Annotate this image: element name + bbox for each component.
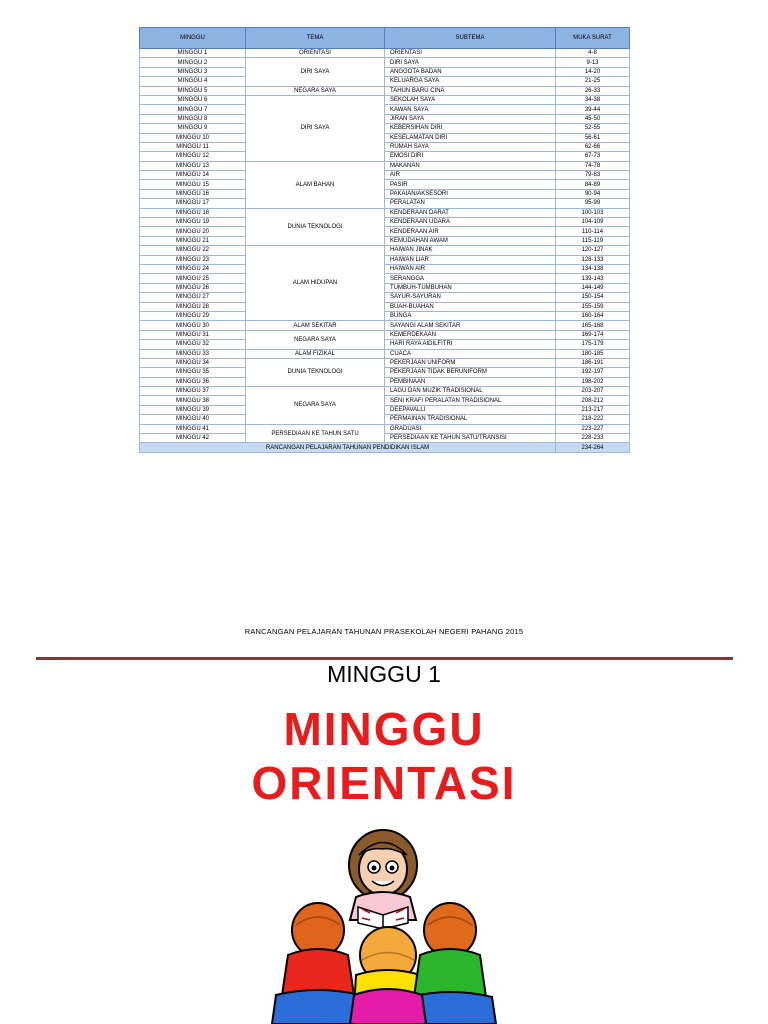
cell-subtema: PEKERJAAN TIDAK BERUNIFORM <box>385 368 556 377</box>
cell-muka-surat: 139-143 <box>556 274 630 283</box>
cell-muka-surat: 160-164 <box>556 311 630 320</box>
table-row <box>140 67 630 76</box>
cell-muka-surat: 100-103 <box>556 208 630 217</box>
cell-minggu: MINGGU 29 <box>140 311 246 320</box>
cell-minggu: MINGGU 28 <box>140 302 246 311</box>
cell-muka-surat: 56-61 <box>556 133 630 142</box>
table-row <box>140 124 630 133</box>
cell-subtema: SENI KRAF/ PERALATAN TRADISIONAL <box>385 396 556 405</box>
cell-minggu: MINGGU 17 <box>140 199 246 208</box>
cell-minggu: MINGGU 1 <box>140 49 246 58</box>
cell-minggu: MINGGU 19 <box>140 218 246 227</box>
table-row <box>140 77 630 86</box>
cell-muka-surat: 208-212 <box>556 396 630 405</box>
cell-muka-surat: 21-25 <box>556 77 630 86</box>
cell-subtema: DIRI SAYA <box>385 58 556 67</box>
table-row <box>140 293 630 302</box>
cell-muka-surat: 198-202 <box>556 377 630 386</box>
table-row <box>140 189 630 198</box>
cell-subtema: PEKERJAAN UNIFORM <box>385 358 556 367</box>
table-row <box>140 434 630 443</box>
cell-muka-surat: 134-138 <box>556 264 630 273</box>
cell-minggu: MINGGU 42 <box>140 434 246 443</box>
cell-minggu: MINGGU 14 <box>140 171 246 180</box>
table-row <box>140 311 630 320</box>
cell-minggu: MINGGU 31 <box>140 330 246 339</box>
child-magenta-shirt <box>350 989 426 1024</box>
table-row <box>140 227 630 236</box>
table-row <box>140 208 630 217</box>
table-row <box>140 405 630 414</box>
cell-muka-surat: 192-197 <box>556 368 630 377</box>
cell-muka-surat: 115-119 <box>556 236 630 245</box>
table-row <box>140 114 630 123</box>
cell-muka-surat: 228-233 <box>556 434 630 443</box>
table-row <box>140 321 630 330</box>
cell-subtema: KENDERAAN UDARA <box>385 218 556 227</box>
cell-subtema: TUMBUH-TUMBUHAN <box>385 283 556 292</box>
cell-muka-surat: 62-66 <box>556 142 630 151</box>
cell-minggu: MINGGU 13 <box>140 161 246 170</box>
cell-subtema: PASIR <box>385 180 556 189</box>
big-title <box>0 702 768 810</box>
cell-minggu: MINGGU 35 <box>140 368 246 377</box>
cell-minggu: MINGGU 36 <box>140 377 246 386</box>
table-row <box>140 218 630 227</box>
table-row <box>140 236 630 245</box>
cell-minggu: MINGGU 30 <box>140 321 246 330</box>
cell-tema: NEGARA SAYA <box>246 330 385 349</box>
cell-subtema: MAKANAN <box>385 161 556 170</box>
table-row <box>140 424 630 433</box>
table-row <box>140 264 630 273</box>
cell-subtema: DEEPAVALLI <box>385 405 556 414</box>
cell-subtema: KESELAMATAN DIRI <box>385 133 556 142</box>
cell-subtema: TAHUN BARU CINA <box>385 86 556 95</box>
table-row <box>140 387 630 396</box>
cell-minggu: MINGGU 7 <box>140 105 246 114</box>
cell-muka-surat: 84-89 <box>556 180 630 189</box>
header-minggu: MINGGU <box>140 28 246 49</box>
cell-muka-surat: 104-109 <box>556 218 630 227</box>
cell-muka-surat: 128-133 <box>556 255 630 264</box>
cell-minggu: MINGGU 27 <box>140 293 246 302</box>
cell-tema: ALAM SEKITAR <box>246 321 385 330</box>
cell-subtema: CUACA <box>385 349 556 358</box>
table-row <box>140 49 630 58</box>
cell-subtema: BUAH-BUAHAN <box>385 302 556 311</box>
cell-subtema: KELUARGA SAYA <box>385 77 556 86</box>
table-row <box>140 283 630 292</box>
cell-subtema: BUNGA <box>385 311 556 320</box>
cell-subtema: PERALATAN <box>385 199 556 208</box>
table-body <box>140 49 630 453</box>
cell-tema: ALAM FIZIKAL <box>246 349 385 358</box>
cell-muka-surat: 175-179 <box>556 340 630 349</box>
table-row <box>140 105 630 114</box>
table-footer-row <box>140 443 630 453</box>
cell-subtema: ORIENTASI <box>385 49 556 58</box>
cell-tema: ALAM HIDUPAN <box>246 246 385 321</box>
table-row <box>140 180 630 189</box>
table-row <box>140 396 630 405</box>
cell-muka-surat: 169-174 <box>556 330 630 339</box>
cell-subtema: KEBERSIHAN DIRI <box>385 124 556 133</box>
cell-subtema: PEMBINAAN <box>385 377 556 386</box>
weekly-plan-table <box>139 27 630 453</box>
cell-muka-surat: 110-114 <box>556 227 630 236</box>
big-title-line-2: ORIENTASI <box>251 757 517 809</box>
cell-subtema: PERSEDIAAN KE TAHUN SATU/TRANSISI <box>385 434 556 443</box>
table-row <box>140 133 630 142</box>
cell-muka-surat: 67-73 <box>556 152 630 161</box>
cell-muka-surat: 90-94 <box>556 189 630 198</box>
cell-minggu: MINGGU 21 <box>140 236 246 245</box>
cell-minggu: MINGGU 8 <box>140 114 246 123</box>
cell-subtema: JIRAN SAYA <box>385 114 556 123</box>
cell-subtema: HAIWAN AIR <box>385 264 556 273</box>
table-row <box>140 152 630 161</box>
cell-muka-surat: 14-20 <box>556 67 630 76</box>
cell-minggu: MINGGU 26 <box>140 283 246 292</box>
table-row <box>140 142 630 151</box>
cell-tema: DUNIA TEKNOLOGI <box>246 208 385 246</box>
header-subtema: SUBTEMA <box>385 28 556 49</box>
table-row <box>140 330 630 339</box>
cell-minggu: MINGGU 3 <box>140 67 246 76</box>
table-row <box>140 161 630 170</box>
table-row <box>140 255 630 264</box>
cell-minggu: MINGGU 39 <box>140 405 246 414</box>
cell-minggu: MINGGU 5 <box>140 86 246 95</box>
cell-minggu: MINGGU 38 <box>140 396 246 405</box>
cell-subtema: KENDERAAN DARAT <box>385 208 556 217</box>
cell-minggu: MINGGU 15 <box>140 180 246 189</box>
cell-subtema: SERANGGA <box>385 274 556 283</box>
cell-minggu: MINGGU 4 <box>140 77 246 86</box>
cell-muka-surat: 120-127 <box>556 246 630 255</box>
cell-tema: NEGARA SAYA <box>246 86 385 95</box>
cell-tema: PERSEDIAAN KE TAHUN SATU <box>246 424 385 443</box>
table-row <box>140 415 630 424</box>
cell-tema: ALAM BAHAN <box>246 161 385 208</box>
cell-subtema: HAIWAN LIAR <box>385 255 556 264</box>
cell-minggu: MINGGU 6 <box>140 95 246 104</box>
table-row <box>140 302 630 311</box>
teacher-reading-to-children-illustration <box>270 825 500 1024</box>
cell-minggu: MINGGU 20 <box>140 227 246 236</box>
cell-subtema: PAKAIAN/AKSESORI <box>385 189 556 198</box>
cell-minggu: MINGGU 40 <box>140 415 246 424</box>
table-row <box>140 340 630 349</box>
cell-minggu: MINGGU 41 <box>140 424 246 433</box>
header-tema: TEMA <box>246 28 385 49</box>
cell-minggu: MINGGU 22 <box>140 246 246 255</box>
cell-subtema: KENDERAAN AIR <box>385 227 556 236</box>
cell-muka-surat: 150-154 <box>556 293 630 302</box>
cell-tema: DIRI SAYA <box>246 95 385 161</box>
cell-minggu: MINGGU 32 <box>140 340 246 349</box>
cell-subtema: PERMAINAN TRADISIONAL <box>385 415 556 424</box>
cell-subtema: KEMERDEKAAN <box>385 330 556 339</box>
cell-minggu: MINGGU 16 <box>140 189 246 198</box>
cell-minggu: MINGGU 2 <box>140 58 246 67</box>
cell-subtema: SAYANGI ALAM SEKITAR <box>385 321 556 330</box>
table-row <box>140 377 630 386</box>
cell-muka-surat: 26-33 <box>556 86 630 95</box>
cell-subtema: AIR <box>385 171 556 180</box>
header-muka-surat: MUKA SURAT <box>556 28 630 49</box>
table-row <box>140 274 630 283</box>
table-row <box>140 358 630 367</box>
cell-subtema: SAYUR-SAYURAN <box>385 293 556 302</box>
cell-tema: DUNIA TEKNOLOGI <box>246 358 385 386</box>
table-row <box>140 58 630 67</box>
cell-subtema: LAGU DAN MUZIK TRADISIONAL <box>385 387 556 396</box>
table-row <box>140 86 630 95</box>
cell-minggu: MINGGU 25 <box>140 274 246 283</box>
plan-title: RANCANGAN PELAJARAN TAHUNAN PRASEKOLAH NEGERI PAHANG 2015 <box>244 627 524 636</box>
table-row <box>140 95 630 104</box>
cell-muka-surat: 203-207 <box>556 387 630 396</box>
table-row <box>140 199 630 208</box>
table-row <box>140 246 630 255</box>
cell-muka-surat: 39-44 <box>556 105 630 114</box>
weekly-plan-table-container <box>139 27 629 453</box>
cell-subtema: ANGGOTA BADAN <box>385 67 556 76</box>
cell-muka-surat: 223-227 <box>556 424 630 433</box>
table-header-row <box>140 28 630 49</box>
table-row <box>140 349 630 358</box>
cell-muka-surat: 34-38 <box>556 95 630 104</box>
cell-minggu: MINGGU 33 <box>140 349 246 358</box>
cell-subtema: EMOSI DIRI <box>385 152 556 161</box>
cell-muka-surat: 213-217 <box>556 405 630 414</box>
cell-minggu: MINGGU 37 <box>140 387 246 396</box>
cell-minggu: MINGGU 11 <box>140 142 246 151</box>
cell-subtema: GRADUASI <box>385 424 556 433</box>
cell-subtema: SEKOLAH SAYA <box>385 95 556 104</box>
cell-muka-surat: 186-191 <box>556 358 630 367</box>
cell-minggu: MINGGU 9 <box>140 124 246 133</box>
big-title-line-1: MINGGU <box>283 703 485 755</box>
cell-muka-surat: 4-8 <box>556 49 630 58</box>
table-row <box>140 368 630 377</box>
cell-subtema: HAIWAN JINAK <box>385 246 556 255</box>
week-label: MINGGU 1 <box>327 661 441 687</box>
cell-minggu: MINGGU 10 <box>140 133 246 142</box>
cell-minggu: MINGGU 18 <box>140 208 246 217</box>
cell-tema: ORIENTASI <box>246 49 385 58</box>
cell-tema: DIRI SAYA <box>246 58 385 86</box>
cell-muka-surat: 95-99 <box>556 199 630 208</box>
cell-muka-surat: 165-168 <box>556 321 630 330</box>
cell-muka-surat: 155-159 <box>556 302 630 311</box>
child-red-shirt <box>272 903 362 1024</box>
cell-minggu: MINGGU 23 <box>140 255 246 264</box>
teacher-figure <box>349 830 417 929</box>
cell-muka-surat: 45-50 <box>556 114 630 123</box>
cell-muka-surat: 74-78 <box>556 161 630 170</box>
cell-subtema: KEMUDAHAN AWAM <box>385 236 556 245</box>
cell-subtema: KAWAN SAYA <box>385 105 556 114</box>
footer-muka-surat: 234-264 <box>556 443 630 453</box>
cell-minggu: MINGGU 34 <box>140 358 246 367</box>
cell-muka-surat: 52-55 <box>556 124 630 133</box>
footer-label: RANCANGAN PELAJARAN TAHUNAN PENDIDIKAN ISLAM <box>140 443 556 453</box>
cell-tema: NEGARA SAYA <box>246 387 385 425</box>
cell-muka-surat: 144-149 <box>556 283 630 292</box>
cell-muka-surat: 9-13 <box>556 58 630 67</box>
cell-subtema: RUMAH SAYA <box>385 142 556 151</box>
divider-rule <box>36 657 733 660</box>
table-row <box>140 171 630 180</box>
cell-muka-surat: 79-83 <box>556 171 630 180</box>
cell-muka-surat: 218-222 <box>556 415 630 424</box>
cell-subtema: HARI RAYA AIDILFITRI <box>385 340 556 349</box>
cell-minggu: MINGGU 24 <box>140 264 246 273</box>
cell-minggu: MINGGU 12 <box>140 152 246 161</box>
cell-muka-surat: 180-185 <box>556 349 630 358</box>
